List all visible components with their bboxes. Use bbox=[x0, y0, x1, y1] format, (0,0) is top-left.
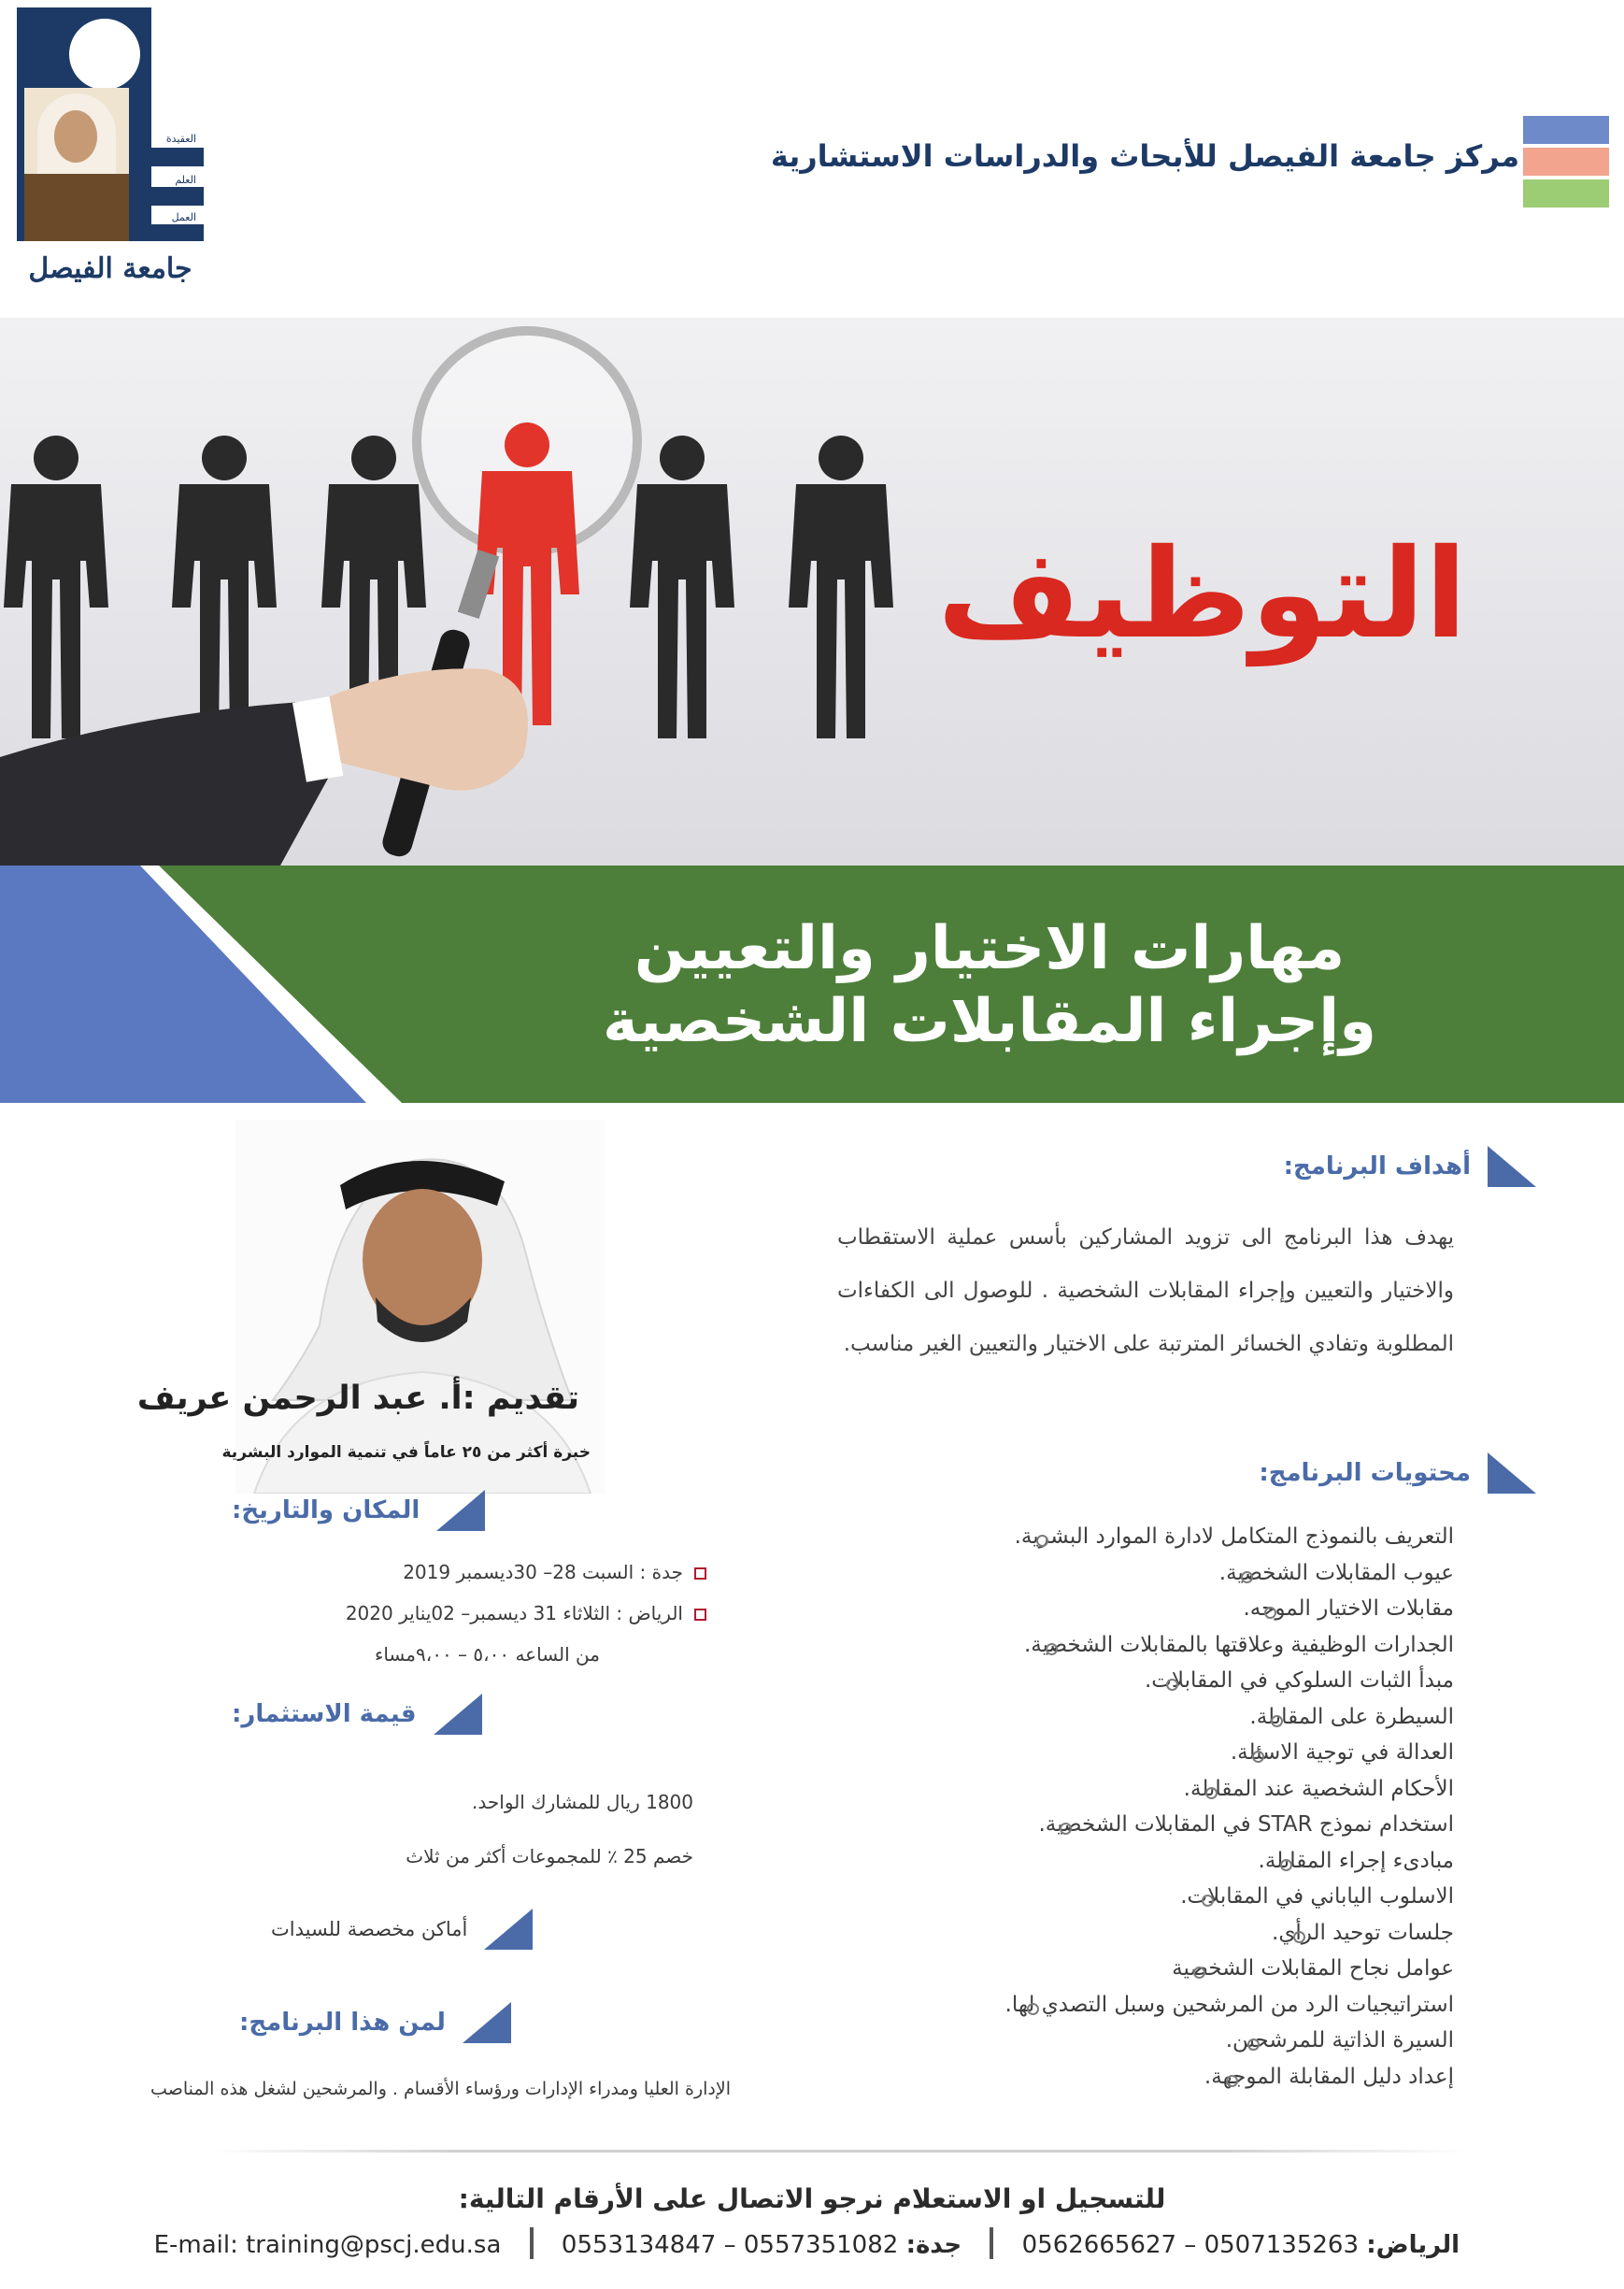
women-note: أماكن مخصصة للسيدات bbox=[271, 1909, 533, 1950]
checkbox-icon bbox=[694, 1609, 706, 1621]
contents-item-text: الجدارات الوظيفية وعلاقتها بالمقابلات الشخصية. bbox=[1023, 1632, 1454, 1657]
crest-word: العقيدة bbox=[165, 133, 196, 145]
contents-item bbox=[800, 1879, 1454, 1915]
email-link[interactable]: E-mail: training@pscj.edu.sa bbox=[153, 2231, 502, 2259]
program-title-line-2: وإجراء المقابلات الشخصية bbox=[603, 987, 1376, 1057]
contents-item-text: السيطرة على المقابلة. bbox=[1249, 1704, 1454, 1729]
contents-item-text: مقابلات الاختيار الموجه. bbox=[1243, 1596, 1454, 1621]
triangle-marker-icon bbox=[484, 1909, 533, 1950]
contents-item bbox=[800, 2059, 1454, 2096]
contents-item bbox=[800, 1591, 1454, 1627]
university-crest bbox=[17, 7, 204, 241]
center-name: مركز جامعة الفيصل للأبحاث والدراسات الاستشارية bbox=[770, 138, 1519, 174]
jeddah-phones[interactable]: 0557351082 – 0553134847 bbox=[561, 2231, 899, 2259]
contents-item bbox=[800, 1627, 1454, 1664]
contents-list bbox=[800, 1519, 1454, 2095]
contents-item-text: الأحكام الشخصية عند المقابلة. bbox=[1183, 1776, 1454, 1801]
contents-item bbox=[800, 1807, 1454, 1843]
riyadh-label: الرياض: bbox=[1366, 2231, 1460, 2259]
circle-bullet-icon bbox=[1036, 1535, 1048, 1547]
crest-word: العمل bbox=[171, 211, 196, 223]
circle-bullet-icon bbox=[1241, 1571, 1253, 1583]
contents-item-text: السيرة الذاتية للمرشحين. bbox=[1225, 2028, 1454, 2053]
investment-discount: خصم 25 ٪ للمجموعات أكثر من ثلاث bbox=[406, 1845, 693, 1867]
contents-item bbox=[800, 1771, 1454, 1808]
crest-motto-column bbox=[151, 7, 204, 241]
contents-item-text: استخدام نموذج STAR في المقابلات الشخصية. bbox=[1038, 1812, 1454, 1837]
objectives-text: يهدف هذا البرنامج الى تزويد المشاركين بأسس عملية الاستقطاب والاختيار والتعيين وإجراء المقابلات الشخصية . للوصول الى الكفاءات المطلوبة وتفادي الخسائر المترتبة على الاختيار والتعيين الغير مناسب. bbox=[837, 1225, 1454, 1356]
circle-bullet-icon bbox=[1046, 1643, 1058, 1655]
contents-item bbox=[800, 1843, 1454, 1880]
contents-item bbox=[800, 1735, 1454, 1771]
footer-title: للتسجيل او الاستعلام نرجو الاتصال على الأرقام التالية: bbox=[458, 2183, 1166, 2214]
contents-item-text: التعريف بالنموذج المتكامل لادارة الموارد البشرية. bbox=[1014, 1524, 1454, 1549]
contents-item-text: جلسات توحيد الرأي. bbox=[1272, 1920, 1454, 1945]
presenter-name: تقديم :أ. عبد الرحمن عريف bbox=[136, 1380, 579, 1417]
contact-line bbox=[154, 2221, 1460, 2259]
hero-word: التوظيف bbox=[937, 522, 1467, 666]
audience-heading: لمن هذا البرنامج: bbox=[239, 2002, 511, 2043]
contents-item-text: استراتيجيات الرد من المرشحين وسبل التصدي لها. bbox=[1004, 1992, 1454, 2017]
circle-bullet-icon bbox=[1166, 1679, 1178, 1691]
contents-item-text: إعداد دليل المقابلة الموجهة. bbox=[1204, 2064, 1454, 2089]
circle-bullet-icon bbox=[1280, 1859, 1292, 1871]
venue-heading: المكان والتاريخ: bbox=[232, 1490, 485, 1531]
program-title bbox=[355, 912, 1624, 1058]
contents-item-text: الاسلوب الياباني في المقابلات. bbox=[1180, 1884, 1454, 1909]
contents-item bbox=[800, 1663, 1454, 1699]
separator bbox=[530, 2227, 534, 2259]
venue-jeddah: جدة : السبت 28– 30ديسمبر 2019 bbox=[403, 1561, 706, 1583]
program-title-line-1: مهارات الاختيار والتعيين bbox=[634, 914, 1346, 983]
crest-word: العلم bbox=[175, 174, 196, 186]
audience-text: الإدارة العليا ومدراء الإدارات ورؤساء الأقسام . والمرشحين لشغل هذه المناصب bbox=[150, 2079, 731, 2099]
color-bar-salmon bbox=[1523, 148, 1609, 176]
title-band bbox=[0, 866, 1624, 1103]
venue-time: من الساعه ٥،٠٠ – ٩،٠٠مساء bbox=[374, 1643, 600, 1666]
circle-bullet-icon bbox=[1226, 2075, 1238, 2087]
contents-item bbox=[800, 1519, 1454, 1555]
triangle-marker-icon bbox=[436, 1490, 485, 1531]
jeddah-label: جدة: bbox=[905, 2231, 962, 2259]
contents-item-text: مبادىء إجراء المقابلة. bbox=[1258, 1848, 1454, 1873]
separator bbox=[990, 2227, 993, 2259]
venue-riyadh: الرياض : الثلاثاء 31 ديسمبر– 02يناير 2020 bbox=[346, 1602, 706, 1624]
triangle-marker-icon bbox=[434, 1694, 482, 1735]
footer-divider bbox=[211, 2150, 1467, 2153]
circle-bullet-icon bbox=[1205, 1787, 1218, 1799]
presenter-experience: خبرة أكثر من ٢٥ عاماً في تنمية الموارد البشرية bbox=[221, 1443, 591, 1462]
checkbox-icon bbox=[694, 1567, 706, 1580]
hero-recruitment-image bbox=[0, 318, 1624, 866]
triangle-marker-icon bbox=[463, 2002, 511, 2043]
contents-item bbox=[800, 1699, 1454, 1736]
presenter-photo bbox=[136, 1120, 605, 1494]
objectives-heading: أهداف البرنامج: bbox=[1284, 1146, 1536, 1187]
circle-bullet-icon bbox=[1252, 1751, 1264, 1763]
color-bar-green bbox=[1523, 179, 1609, 207]
contents-heading: محتويات البرنامج: bbox=[1259, 1452, 1536, 1494]
circle-bullet-icon bbox=[1027, 2003, 1039, 2015]
color-bar-blue bbox=[1523, 116, 1609, 144]
contents-item bbox=[800, 2023, 1454, 2059]
university-name: جامعة الفيصل bbox=[28, 252, 192, 285]
keyhole-shape bbox=[69, 19, 140, 90]
contents-item-text: مبدأ الثبات السلوكي في المقابلات. bbox=[1144, 1668, 1454, 1693]
contents-item bbox=[800, 1951, 1454, 1987]
triangle-marker-icon bbox=[1488, 1452, 1536, 1494]
color-bars bbox=[1523, 116, 1609, 211]
contents-item-text: عوامل نجاح المقابلات الشخصية bbox=[1172, 1956, 1454, 1981]
band-decoration bbox=[0, 866, 402, 1103]
university-logo bbox=[17, 7, 204, 285]
contents-item-text: عيوب المقابلات الشخصية. bbox=[1218, 1560, 1454, 1585]
investment-heading: قيمة الاستثمار: bbox=[232, 1694, 482, 1735]
contents-item-text: العدالة في توجية الاسئلة. bbox=[1230, 1740, 1454, 1765]
contents-item bbox=[800, 1915, 1454, 1952]
contents-item bbox=[800, 1987, 1454, 2024]
investment-price: 1800 ريال للمشارك الواحد. bbox=[472, 1791, 693, 1813]
king-faisal-portrait bbox=[24, 88, 129, 241]
contents-item bbox=[800, 1555, 1454, 1592]
triangle-marker-icon bbox=[1488, 1146, 1536, 1187]
circle-bullet-icon bbox=[1247, 2039, 1260, 2051]
riyadh-phones[interactable]: 0507135263 – 0562665627 bbox=[1021, 2231, 1359, 2259]
circle-bullet-icon bbox=[1293, 1931, 1305, 1943]
circle-bullet-icon bbox=[1271, 1715, 1283, 1727]
